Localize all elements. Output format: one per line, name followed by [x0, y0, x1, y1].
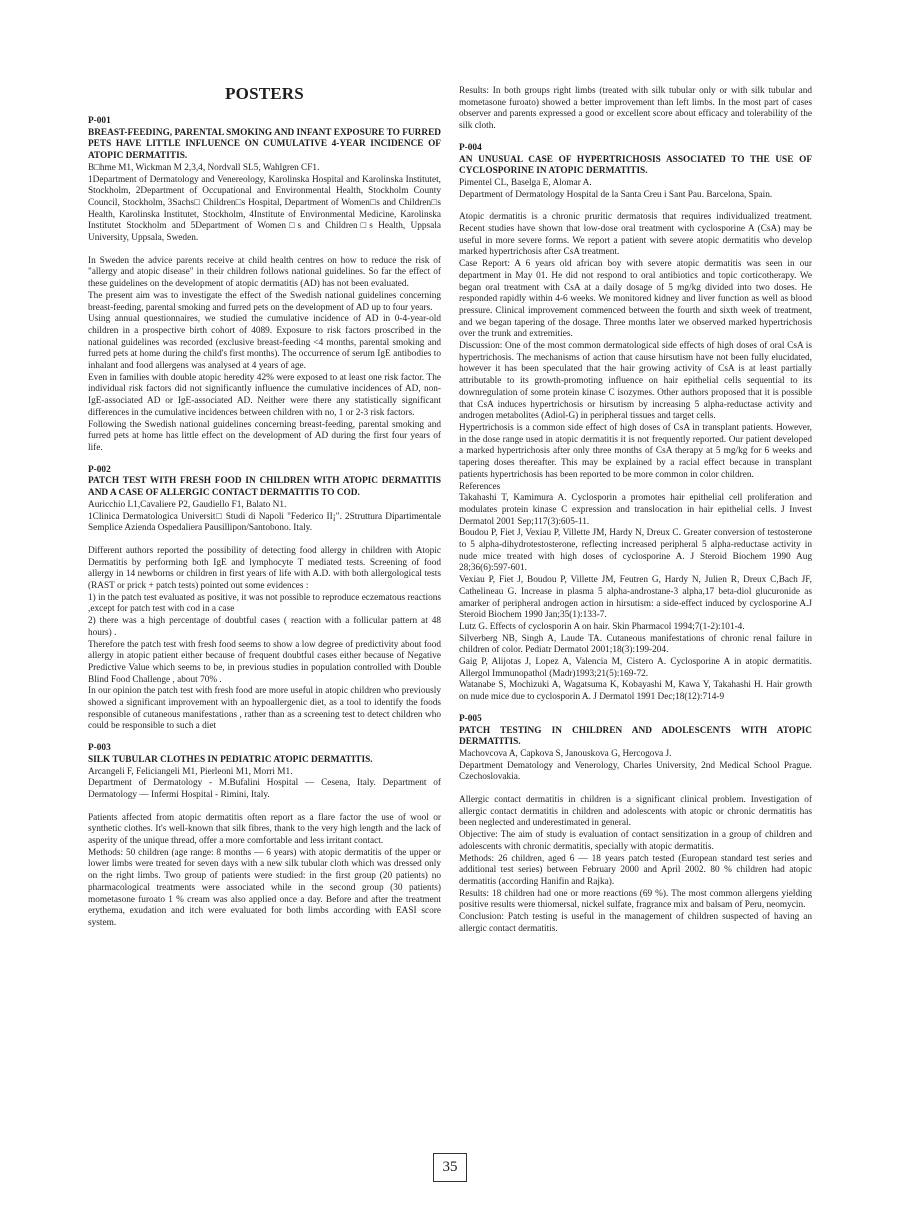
reference-item: Vexiau P, Fiet J, Boudou P, Villette JM, Feutren G, Hardy N, Julien R, Dreux C,Bach JF, Cathelineau G. Increase in plasma 5 alpha-androstane-3 alpha,17 beta-diol glucuronide as amarker of peripheral androgen action in hirsutism: a side-effect induced by cyclosporine A.J Steroid Biochem 1990 Jan;35(1):133-7. [459, 575, 812, 621]
abstract-code: P-005 [459, 713, 482, 724]
abstract-affiliation: 1Clinica Dermatologica Universit□ Studi di Napoli "Federico II¡". 2Struttura Dipartimentale Semplice Azienda Ospedaliera Pausillipon/Santobono. Italy. [88, 511, 441, 534]
abstract-paragraph: Using annual questionnaires, we studied the cumulative incidence of AD in 0-4-year-old children in a prospective birth cohort of 4089. Exposure to risk factors proscribed in the national guidelines was recorded (exclusive breast-feeding <4 months, parental smoking and furred pets at home during the child's first months). The occurrence of serum IgE antibodies to inhalant and food allergens was analysed at 4 years of age. [88, 314, 441, 372]
abstract-authors: Arcangeli F, Feliciangeli M1, Pierleoni M1, Morri M1. [88, 766, 293, 777]
abstract-p001 [88, 116, 441, 455]
abstract-paragraph: Therefore the patch test with fresh food seems to show a low degree of predictivity about food allergy in atopic patient either because of frequent doubtful cases either because of Negative Predictive Value which seems to be, in previous studies in population controlled with Double Blind Food Challenge , about 70% . [88, 639, 441, 685]
abstract-title: AN UNUSUAL CASE OF HYPERTRICHOSIS ASSOCIATED TO THE USE OF CYCLOSPORINE IN ATOPIC DERMATITIS. [459, 154, 812, 177]
references-label: References [459, 481, 501, 492]
left-column [88, 84, 441, 940]
abstract-paragraph: Hypertrichosis is a common side effect of high doses of CsA in transplant patients. However, in the dose range used in atopic dermatitis it is not frequently reported. Our patient developed a marked hypertrichosis after only three months of CsA therapy at 5 mg/kg for 6 weeks and tapering doses thereafter. This may be explained by a racial effect because in transplant patients hypertrichosis has been reported to be more common in color children. [459, 422, 812, 480]
abstract-paragraph: Case Report: A 6 years old african boy with severe atopic dermatitis was seen in our department in May 01. He did not respond to oral antibiotics and topic corticotherapy. We began oral treatment with CsA at a daily dosage of 5 mg/kg divided into two doses. He responded rapidly within 4-6 weeks. We monitored kidney and liver function as well as blood pressure. Clinical improvement commenced between the fourth and sixth week of treatment, and we began tapering of the dosage. Three months later we observed marked hypertrichosis over the trunk and extremities. [459, 259, 812, 340]
reference-item: Silverberg NB, Singh A, Laude TA. Cutaneous manifestations of chronic renal failure in children of color. Pediatr Dermatol 2001;18(3):199-204. [459, 633, 812, 656]
abstract-p004 [459, 143, 812, 704]
reference-item: Watanabe S, Mochizuki A, Wagatsuma K, Kobayashi M, Kawa Y, Takahashi H. Hair growth on nude mice due to cyclosporin A. J Dermatol 1991 Dec;18(12):714-9 [459, 680, 812, 703]
abstract-paragraph: Allergic contact dermatitis in children is a significant clinical problem. Investigation of allergic contact dermatitis in children and adolescents with atopic or chronic dermatitis has been neglected and underestimated in general. [459, 795, 812, 829]
abstract-p005 [459, 714, 812, 936]
abstract-code: P-001 [88, 116, 111, 126]
abstract-paragraph: Discussion: One of the most common dermatological side effects of high doses of oral CsA is hypertrichosis. The mechanisms of action that cause hirsutism have not been fully elucidated, however it has been speculated that the hair growing activity of CsA is at least partially attributable to its growth-promoting influence on hair epithelial cells sequential to its downregulation of some protein kinase C isozymes. Other authors proposed that it is possible that CsA induces hypertrichosis or hirsutism by increasing 5 alpha-reductase activity and androgen metabolites (Adiol-G) in peripheral tissues and target cells. [459, 341, 812, 422]
reference-item: Takahashi T, Kamimura A. Cyclosporin a promotes hair epithelial cell proliferation and modulates protein kinase C expression and translocation in hair epithelial cells. J Invest Dermatol 2001 Sep;117(3):605-11. [459, 493, 812, 527]
page-heading: POSTERS [225, 84, 304, 103]
abstract-title: PATCH TESTING IN CHILDREN AND ADOLESCENTS WITH ATOPIC DERMATITIS. [459, 725, 812, 748]
abstract-p002 [88, 465, 441, 733]
reference-item: Lutz G. Effects of cyclosporin A on hair. Skin Pharmacol 1994;7(1-2):101-4. [459, 621, 745, 632]
reference-item: Boudou P, Fiet J, Vexiau P, Villette JM, Hardy N, Dreux C. Greater conversion of testosterone to 5 alpha-dihydrotestosterone, reflecting increased peripheral 5 alpha-reductase activity in nude mice treated with high doses of cyclosporine A. J Steroid Biochem 1990 Aug 28;36(6):597-601. [459, 528, 812, 574]
abstract-affiliation: Department Dematology and Venerology, Charles University, 2nd Medical School Prague. Czechoslovakia. [459, 760, 812, 783]
abstract-affiliation: Department of Dermatology - M.Bufalini Hospital — Cesena, Italy. Department of Dermatology — Infermi Hospital - Rimini, Italy. [88, 778, 441, 800]
abstract-paragraph: Methods: 50 children (age range: 8 months — 6 years) with atopic dermatitis of the upper or lower limbs were treated for seven days with a new silk tubular cloth which was dressed only on the right limbs. Two group of patients were studied: in the first group (20 patients) no pharmacological treatments were associated while in the second group (30 patients) mometasone furoato 1 % cream was also applied once a day. Before and after the treatment erythema, exudation and itch were evaluated for both limbs according with EASI score system. [88, 847, 441, 928]
abstract-code: P-004 [459, 142, 482, 153]
abstract-paragraph: Different authors reported the possibility of detecting food allergy in children with Atopic Dermatitis by performing both IgE and lymphocyte T mediated tests. Screening of food allergy in 14 newborns or children in first years of life with A.D. with both allergological tests (RAST or prick + patch tests) pointed out some evidences : [88, 545, 441, 592]
abstract-affiliation: 1Department of Dermatology and Venereology, Karolinska Hospital and Karolinska Institutet, Stockholm, 2Department of Occupational and Environmental Health, Stockholm County Council, Stockholm, 3Sachs□ Children□s Hospital, Department of Women□s and Children□s Health, Karolinska Institutet, Stockholm, 4Institute of Environmental Medicine, Karolinska Institutet Stockholm and 5Department of Women□s and Children□s Health, Uppsala University, Uppsala, Sweden. [88, 174, 441, 244]
abstract-paragraph: 2) there was a high percentage of doubtful cases ( reaction with a follicular pattern at 48 hours) . [88, 616, 441, 638]
abstract-paragraph: The present aim was to investigate the effect of the Swedish national guidelines concerning breast-feeding, parental smoking and furred pets on the development of AD up to four years. [88, 290, 441, 313]
abstract-paragraph: Objective: The aim of study is evaluation of contact sensitization in a group of children and adolescents with chronic dermatitis, specially with atopic dermatitis. [459, 830, 812, 852]
abstract-paragraph: Following the Swedish national guidelines concerning breast-feeding, parental smoking and furred pets at home has little effect on the development of AD during the first four years of life. [88, 419, 441, 453]
abstract-paragraph: Even in families with double atopic heredity 42% were exposed to at least one risk factor. The individual risk factors did not significantly influence the cumulative incidences of AD, non-IgE-associated AD or IgE-associated AD. Neither were there any statistically significant differences in the cumulative incidences between children with no, 1 or 2-3 risk factors. [88, 372, 441, 418]
abstract-paragraph: Conclusion: Patch testing is useful in the management of children suspected of having an allergic contact dermatitis. [459, 912, 812, 934]
abstract-authors: Pimentel CL, Baselga E, Alomar A. [459, 177, 592, 188]
abstract-p003-continuation [459, 86, 812, 133]
abstract-paragraph: Patients affected from atopic dermatitis often report as a flare factor the use of wool or synthetic clothes. It's well-known that silk fibres, thank to the very high length and the lack of asperity of the unique thread, offer a more comfortable and less irritant contact. [88, 812, 441, 847]
abstract-code: P-002 [88, 464, 111, 475]
abstract-code: P-003 [88, 743, 111, 754]
abstract-paragraph: In our opinion the patch test with fresh food are more useful in atopic children who previously showed a significant improvement with an hypoallergenic diet, as a tool to identify the foods responsible of cutaneous manifestations , rather than as a screening test to detect children who could be responsible to such a diet [88, 686, 441, 732]
abstract-paragraph: Atopic dermatitis is a chronic pruritic dermatosis that requires individualized treatment. Recent studies have shown that low-dose oral treatment with cyclosporine A (CsA) may be useful in more severe forms. We report a patient with severe atopic dermatitis who develop marked hypertrichosis after CsA treatment. [459, 212, 812, 258]
abstract-paragraph: In Sweden the advice parents receive at child health centres on how to reduce the risk of "allergy and atopic disease" in their children follows national guidelines. So far the effect of these guidelines on the development of atopic dermatitis (AD) has not been evaluated. [88, 255, 441, 290]
abstract-paragraph: Methods: 26 children, aged 6 — 18 years patch tested (European standard test series and additional test series) between February 2000 and April 2002. 80 % children had atopic dermatitis (according Hanifin and Rajka). [459, 853, 812, 887]
page-number: 35 [433, 1153, 467, 1182]
right-column [459, 86, 812, 946]
abstract-p003 [88, 743, 441, 930]
abstract-title: SILK TUBULAR CLOTHES IN PEDIATRIC ATOPIC DERMATITIS. [88, 754, 373, 765]
reference-item: Gaig P, Alijotas J, Lopez A, Valencia M, Cistero A. Cyclosporine A in atopic dermatitis. Allergol Immunopathol (Madr)1993;21(5):169-72. [459, 657, 812, 679]
abstract-authors: Machovcova A, Capkova S, Janouskova G, Hercogova J. [459, 748, 672, 759]
abstract-title: BREAST-FEEDING, PARENTAL SMOKING AND INFANT EXPOSURE TO FURRED PETS HAVE LITTLE INFLUENCE ON CUMULATIVE 4-YEAR INCIDENCE OF ATOPIC DERMATITIS. [88, 127, 441, 162]
abstract-authors: Auricchio L1,Cavaliere P2, Gaudiello F1, Balato N1. [88, 499, 287, 510]
abstract-paragraph: Results: 18 children had one or more reactions (69 %). The most common allergens yielding positive results were thiomersal, nickel sulfate, fragrance mix and balsam of Peru, neomycin. [459, 888, 812, 911]
abstract-authors: B□hme M1, Wickman M 2,3,4, Nordvall SL5, Wahlgren CF1. [88, 162, 320, 173]
abstract-title: PATCH TEST WITH FRESH FOOD IN CHILDREN WITH ATOPIC DERMATITIS AND A CASE OF ALLERGIC CONTACT DERMATITIS TO COD. [88, 476, 441, 499]
abstract-affiliation: Department of Dermatology Hospital de la Santa Creu i Sant Pau. Barcelona, Spain. [459, 189, 773, 200]
abstract-paragraph: 1) in the patch test evaluated as positive, it was not possible to reproduce eczematous reactions ,except for patch test with cod in a case [88, 592, 441, 615]
abstract-paragraph: Results: In both groups right limbs (treated with silk tubular only or with silk tubular and mometasone furoato) showed a better improvement than left limbs. In the most part of cases observer and parents expressed a good or excellent score about efficacy and tolerability of the silk cloth. [459, 86, 812, 132]
